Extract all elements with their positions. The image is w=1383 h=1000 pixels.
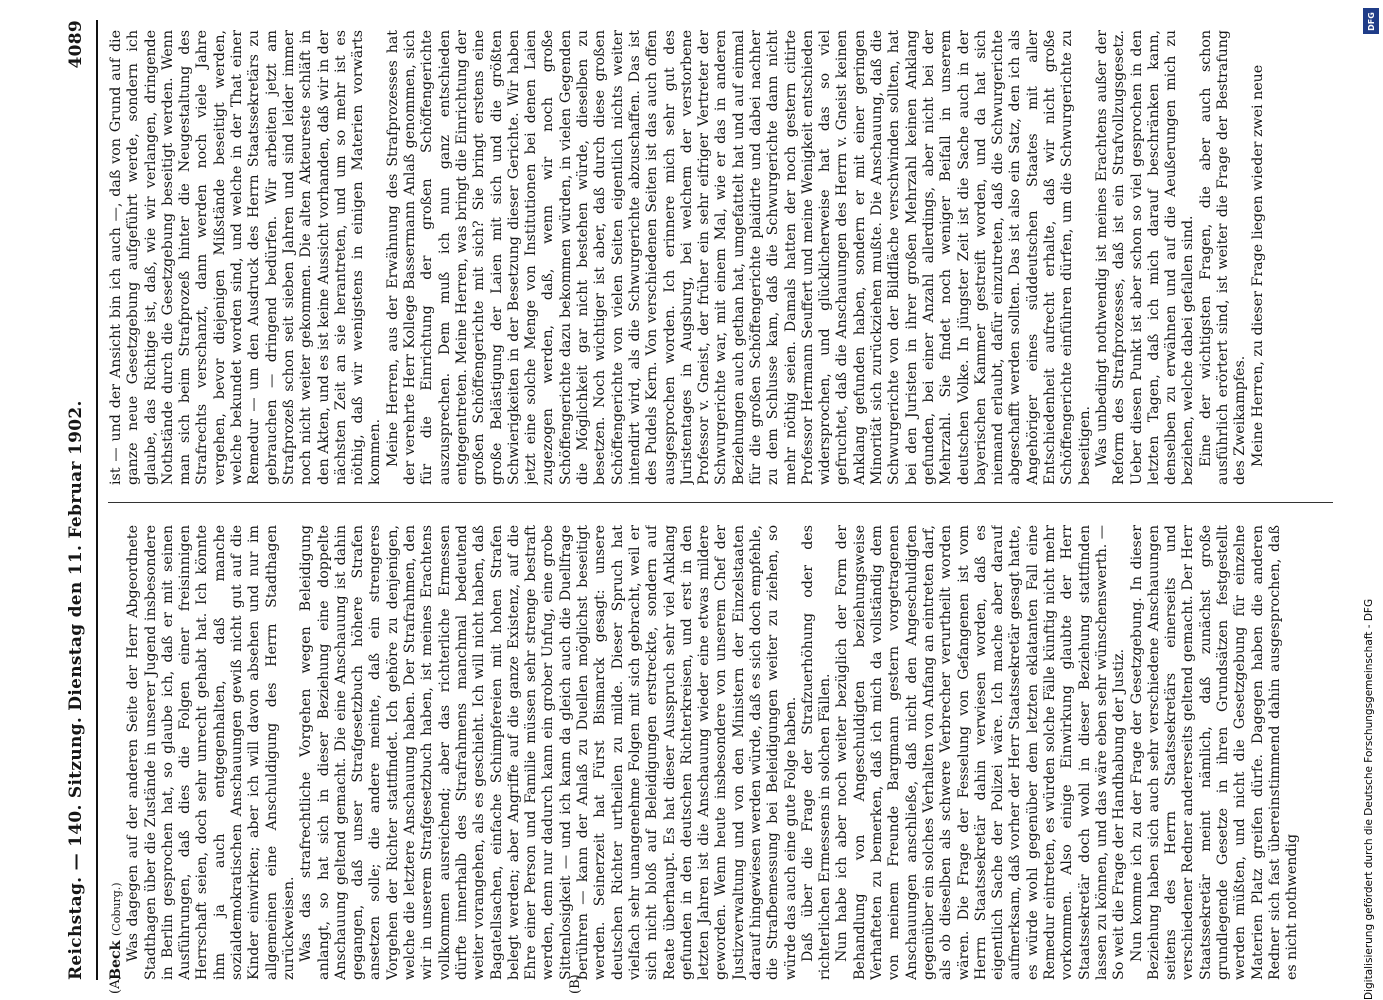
margin-marker-b: (B) (568, 974, 583, 994)
paragraph: Was unbedingt nothwendig ist meines Erachtens außer der Reform des Strafprozesses, daß ist ein Strafvollzugsgesetz. Ueber diesen Punkt ist aber schon so viel gesprochen in den letzten Tagen, daß ich mich darauf beschränken kann, denselben zu erwähnen und auf die Aeußerungen mich zu beziehen, welche dabei gefallen sind. (1093, 30, 1197, 485)
paragraph: Was dagegen auf der anderen Seite der Herr Abgeordnete Stadthagen über die Zustände in unserer Jugend insbesondere in Berlin gesprochen hat, so glaube ich, daß er mit seinen Ausführungen, daß dies die Folgen einer freisinnigen Herrschaft seien, doch sehr unrecht gehabt hat. Ich könnte ihm ja auch entgegenhalten, daß manche sozialdemokratischen Anschauungen gewiß nicht gut auf die Kinder einwirken; aber ich will davon absehen und nur im allgemeinen eine Anschuldigung des Herrn Stadthagen zurückweisen. (125, 525, 297, 980)
page-header (66, 20, 98, 980)
paragraph: Eine der wichtigsten Fragen, die aber auch schon ausführlich erörtert sind, ist weiter die Frage der Bestrafung des Zweikampfes. (1197, 30, 1249, 485)
funding-note (1363, 10, 1379, 1000)
margin-marker-a: (A) (108, 974, 123, 994)
right-column (108, 30, 1333, 485)
paragraph: Meine Herren, zu dieser Frage liegen wieder zwei neue (1249, 64, 1266, 467)
paragraph: Was das strafrechtliche Vorgehen wegen Beleidigung anlangt, so hat sich in dieser Beziehung eine doppelte Anschauung geltend gemacht. Die eine Anschauung ist dahin gegangen, daß unser Strafgesetzbuch höhere Strafen ansetzen solle; die andere meinte, daß ein strengeres Vorgehen der Richter stattfindet. Ich gehöre zu denjenigen, welche die letztere Anschauung haben. Der Strafrahmen, den wir in unserem Strafgesetzbuch haben, ist meines Erachtens vollkommen ausreichend; aber das richterliche Ermessen dürfte innerhalb des Strafrahmens manchmal bedeutend weiter vorangehen, als es geschieht. Ich will nicht haben, daß Bagatellsachen, einfache Schimpfereien mit hohen Strafen belegt werden; aber Angriffe auf die ganze Existenz, auf die Ehre einer Person und Familie müssen sehr strenge bestraft werden, denn nur dadurch kann ein grober Unfug, eine grobe Sittenlosigkeit — und ich kann da gleich auch die Duellfrage berühren — kann der Anlaß zu Duellen möglichst beseitigt werden. Seinerzeit hat Fürst Bismarck gesagt: unsere deutschen Richter urtheilen zu milde. Dieser Spruch hat vielfach sehr unangenehme Folgen mit sich gebracht, weil er sich nicht bloß auf Beleidigungen erstreckte, sondern auf Reate überhaupt. Es hat dieser Ausspruch sehr viel Anklang gefunden in den deutschen Richterkreisen, und erst in den letzten Jahren ist die Anschauung wieder eine etwas mildere geworden. Wenn heute insbesondere von unserem Chef der Justizverwaltung und von den Ministern der Einzelstaaten darauf hingewiesen werden würde, daß es sich doch empfehle, die Strafbemessung bei Beleidigungen weiter zu ziehen, so würde das auch eine gute Folge haben. (298, 525, 799, 980)
dfg-logo-text: DFG (1366, 11, 1376, 31)
paragraph: ist — und der Ansicht bin ich auch —, daß von Grund auf die ganze neue Gesetzgebung aufgeführt werde, sondern ich glaube, das Richtige ist, daß, wie wir verlangen, dringende Nothstände durch die Gesetzgebung beseitigt werden. Wenn man sich beim Strafprozeß hinter die Neugestaltung des Strafrechts verschanzt, dann werden noch viele Jahre vergehen, bevor diejenigen Mißstände beseitigt werden, welche bekundet worden sind, und welche in der That einer Remedur — um den Ausdruck des Herrn Staatssekretärs zu gebrauchen — dringend bedürfen. Wir arbeiten jetzt am Strafprozeß schon seit sieben Jahren und sind leider immer noch nicht weiter gekommen. Die alten Akteureste schläft in den Akten, und es ist keine Aussicht vorhanden, daß wir in der nächsten Zeit an sie herantreten, und um so mehr ist es nöthig, daß wir wenigstens in einigen Materien vorwärts kommen. (108, 30, 384, 485)
page-number: 4089 (66, 20, 86, 69)
header-rule (96, 20, 98, 980)
speaker-line (108, 525, 125, 980)
paragraph: Meine Herren, aus der Erwähnung des Strafprozesses hat der verehrte Herr Kollege Bassermann Anlaß genommen, sich für die Einrichtung der großen Schöffengerichte auszusprechen. Dem muß ich nun ganz entschieden entgegentreten. Meine Herren, was bringt die Einrichtung der großen Schöffengerichte mit sich? Sie bringt erstens eine große Belästigung der Laien mit sich und die größten Schwierigkeiten in der Besetzung dieser Gerichte. Wir haben jetzt eine solche Menge von Institutionen bei denen Laien zugezogen werden, daß, wenn wir noch große Schöffengerichte dazu bekommen würden, in vielen Gegenden die Möglichkeit gar nicht bestehen würde, dieselben zu besetzen. Noch wichtiger ist aber, daß durch diese großen Schöffengerichte von vielen Seiten eigentlich nichts weiter intendirt wird, als die Schwurgerichte abzuschaffen. Das ist des Pudels Kern. Von verschiedenen Seiten ist das auch offen ausgesprochen worden. Ich erinnere mich sehr gut des Juristentages in Augsburg, bei welchem der verstorbene Professor v. Gneist, der früher ein sehr eifriger Vertreter der Schwurgerichte war, mit einem Mal, wie er das in anderen Beziehungen auch gethan hat, umgefattelt hat und auf einmal für die großen Schöffengerichte plaidirte und dabei nachher zu dem Schlusse kam, daß die Schwurgerichte dann nicht mehr nöthig seien. Damals hatten der noch gestern citirte Professor Hermann Seuffert und meine Wenigkeit entschieden widersprochen, und glücklicherweise hat das so viel gefruchtet, daß die Anschauungen des Herrn v. Gneist keinen Anklang gefunden haben, sondern er mit einer geringen Minorität sich zurückziehen mußte. Die Anschauung, daß die Schwurgerichte von der Bildfläche verschwinden sollten, hat bei den Juristen in ihrer großen Mehrzahl keinen Anklang gefunden, bei einer Anzahl allerdings, aber nicht bei der Mehrzahl. Sie findet noch weniger Beifall in unserem deutschen Volke. In jüngster Zeit ist die Sache auch in der bayerischen Kammer gestreift worden, und da hat sich niemand erlaubt, dafür einzutreten, daß die Schwurgerichte abgeschafft werden sollten. Das ist also ein Satz, den ich als Angehöriger eines süddeutschen Staates mit aller Entschiedenheit aufrecht erhalte, daß wir nicht große Schöffengerichte einführen dürfen, um die Schwurgerichte zu beseitigen. (384, 30, 1093, 485)
funding-note-text: Digitalisierung gefördert durch die Deutsche Forschungsgemeinschaft - DFG (1363, 598, 1375, 1000)
speaker-name: Beck (108, 940, 124, 980)
paragraph: Nun habe ich aber noch weiter bezüglich der Form der Behandlung von Angeschuldigten beziehungsweise Verhafteten zu bemerken, daß ich mich da vollständig dem von meinem Freunde Bargmann gestern vorgetragenen Anschauungen anschließe, daß nicht den Angeschuldigten gegenüber ein solches Verhalten von Anfang an eintreten darf, als ob dieselben als schwere Verbrecher verurtheilt worden wären. Die Frage der Fesselung von Gefangenen ist vom Herrn Staatssekretär dahin verwiesen worden, daß es eigentlich Sache der Polizei wäre. Ich mache aber darauf aufmerksam, daß vorher der Herr Staatssekretär gesagt hatte, es würde wohl gegenüber dem letzten eklatanten Fall eine Remedur eintreten, es würden solche Fälle künftig nicht mehr vorkommen. Also einige Einwirkung glaubte der Herr Staatssekretär doch wohl in dieser Beziehung stattfinden lassen zu können, und das wäre eben sehr wünschenswerth. — So weit die Frage der Handhabung der Justiz. (834, 525, 1128, 980)
header-title: Reichstag. — 140. Sitzung. Dienstag den 11. Februar 1902. (66, 400, 86, 980)
column-divider (108, 502, 1333, 503)
paragraph: Nun komme ich zu der Frage der Gesetzgebung. In dieser Beziehung haben sich auch sehr verschiedene Anschauungen seitens des Herrn Staatssekretärs einerseits und verschiedener Redner andererseits geltend gemacht. Der Herr Staatssekretär meint nämlich, daß zunächst große grundlegende Gesetze in ihren Grundsätzen festgestellt werden müßten, und nicht die Gesetzgebung für einzelne Materien Platz greifen dürfe. Dagegen haben die anderen Redner sich fast übereinstimmend dahin ausgesprochen, daß es nicht nothwendig (1128, 525, 1301, 980)
document-page (8, 10, 1353, 994)
paragraph: Daß über die Frage der Strafzuerhöhung oder des richterlichen Ermessens in solchen Fällen. (799, 525, 834, 980)
left-column (108, 525, 1333, 980)
speaker-location: (Coburg.) (110, 882, 123, 936)
